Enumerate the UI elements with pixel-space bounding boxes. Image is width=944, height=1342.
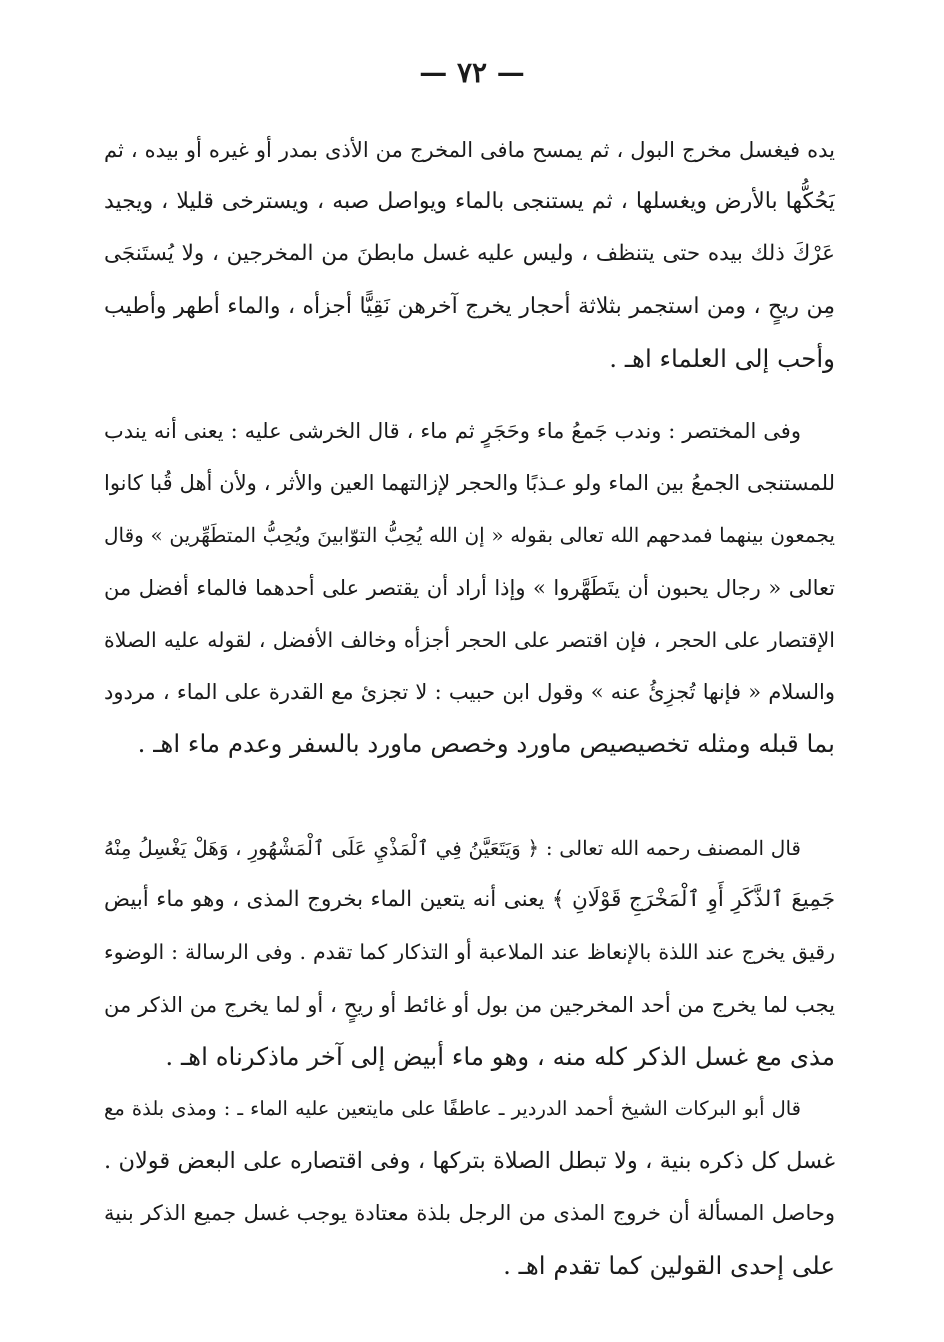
text-line: الإقتصار على الحجر ، فإن اقتصر على الحجر أجزأه وخالف الأفضل ، لقوله عليه الصلاة — [104, 627, 835, 652]
text-line: رقيق يخرج عند اللذة بالإنعاظ عند الملاعبة أو التذكار كما تقدم . وفى الرسالة : الوضوء — [104, 940, 835, 965]
text-line: وفى المختصر : وندب جَمعُ ماء وحَجَرٍ ثم ماء ، قال الخرشى عليه : يعنى أنه يندب — [104, 419, 801, 443]
page-number: — ٧٢ — — [419, 56, 525, 89]
text-line: يجمعون بينهما فمدحهم الله تعالى بقوله « إن الله يُحِبُّ التوّابينَ ويُحِبُّ المتطَهِّرين » وقال — [104, 523, 835, 548]
text-line: يَحُكُّها بالأرض ويغسلها ، ثم يستنجى بالماء ويواصل صبه ، ويسترخى قليلا ، ويجيد — [104, 189, 835, 215]
text-line: تعالى « رجال يحبون أن يتَطَهَّروا » وإذا أراد أن يقتصر على أحدهما فالماء أفضل من — [104, 575, 835, 600]
text-line: قال أبو البركات الشيخ أحمد الدردير ـ عاطفًا على مايتعين عليه الماء ـ : ومذى بلذة مع — [104, 1097, 801, 1120]
text-line: يجب لما يخرج من أحد المخرجين من بول أو غائط أو ريحٍ ، أو لما يخرج من الذكر من — [104, 992, 835, 1017]
text-line: على إحدى القولين كما تقدم اهـ . — [503, 1250, 835, 1280]
paragraph-4 — [104, 1083, 835, 1292]
text-line: للمستنجى الجمعُ بين الماء ولو عـذبًا والحجر لإزالتهما العين والأثر ، ولأن أهل قُبا كانوا — [104, 471, 835, 496]
text-line: غسل كل ذكره بنية ، ولا تبطل الصلاة بتركها ، وفى اقتصاره على البعض قولان . — [104, 1148, 835, 1175]
text-line: وأحب إلى العلماء اهـ . — [609, 343, 835, 373]
text-line: جَمِيعَ ٱلذَّكَرِ أَوِ ٱلْمَخْرَجِ قَوْلَانِ ﴾ يعنى أنه يتعين الماء بخروج المذى ، وهو ماء أبيض — [104, 887, 835, 913]
paragraph-2 — [104, 405, 835, 770]
text-line: مِن ريحٍ ، ومن استجمر بثلاثة أحجار يخرج آخرهن نَقِيًّا أجزأه ، والماء أطهر وأطيب — [104, 293, 835, 319]
text-line: عَرْكَ ذلك بيده حتى يتنظف ، وليس عليه غسل مابطنَ من المخرجين ، ولا يُستَنجَى — [104, 241, 835, 267]
text-line: والسلام « فإنها تُجزِئُ عنه » وقول ابن حبيب : لا تجزئ مع القدرة على الماء ، مردود — [104, 679, 835, 704]
text-line: قال المصنف رحمه الله تعالى : ﴿ وَيَتَعَيَّنُ فِي ٱلْمَذْيِ عَلَى ٱلْمَشْهُورِ ، وَهَلْ يَغْسِلُ مِنْهُ — [104, 836, 801, 860]
paragraph-1 — [104, 124, 835, 385]
text-line: وحاصل المسألة أن خروج المذى من الرجل بلذة معتادة يوجب غسل جميع الذكر بنية — [104, 1201, 835, 1226]
text-line: بما قبله ومثله تخصيصيص ماورد وخصص ماورد بالسفر وعدم ماء اهـ . — [137, 729, 835, 759]
text-line: مذى مع غسل الذكر كله منه ، وهو ماء أبيض إلى آخر ماذكرناه اهـ . — [165, 1041, 835, 1071]
text-line: يده فيغسل مخرج البول ، ثم يمسح مافى المخرج من الأذى بمدر أو غيره أو بيده ، ثم — [104, 138, 835, 162]
paragraph-3 — [104, 822, 835, 1083]
